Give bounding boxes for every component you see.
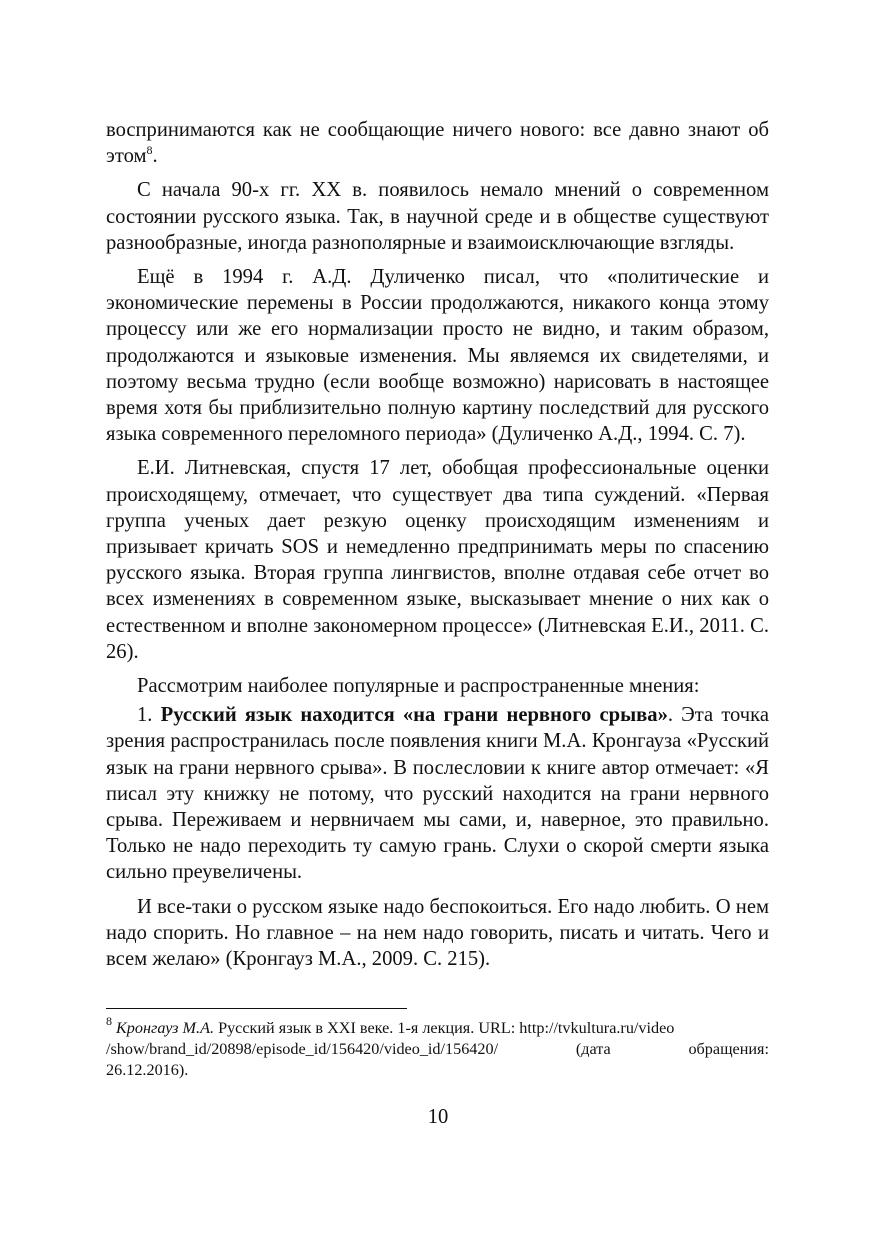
footnote-line: /show/brand_id/20898/episode_id/156420/video_id/156420/ (дата обращения:	[106, 1040, 769, 1058]
paragraph-text: воспринимаются как не сообщающие ничего нового: все давно знают об этом	[106, 119, 769, 168]
footnote-line: 26.12.2016).	[106, 1061, 189, 1079]
footnote-marker: 8	[106, 1014, 112, 1028]
footnote-reference[interactable]: 8	[146, 143, 153, 158]
paragraph: Ещё в 1994 г. А.Д. Дуличенко писал, что «политические и экономические перемены в России продолжаются, никакого конца этому процессу или же его нормализации просто не видно, и таким образом, продолжаются и языковые изменения. Мы являемся их свидетелями, и поэтому весьма трудно (если вообще возможно) нарисовать в настоящее время хотя бы приблизительно полную картину последствий для русского языка современного переломного периода» (Дуличенко А.Д., 1994. С. 7).	[106, 266, 769, 446]
footnote-line	[106, 1014, 769, 1039]
paragraph: Рассмотрим наиболее популярные и распространенные мнения:	[137, 675, 700, 698]
footnote-author: Кронгауз М.А.	[116, 1019, 215, 1037]
footnote	[106, 1014, 769, 1081]
footnote-text: Русский язык в XXI веке. 1-я лекция. URL: http://tvkultura.ru/video	[214, 1019, 675, 1037]
numbered-paragraph	[106, 702, 769, 885]
paragraph: И все-таки о русском языке надо беспокоиться. Его надо любить. О нем надо спорить. Но главное – на нем надо говорить, писать и читать. Чего и всем желаю» (Кронгауз М.А., 2009. С. 215).	[106, 895, 769, 971]
paragraph: Е.И. Литневская, спустя 17 лет, обобщая профессиональные оценки происходящему, отмечает, что существует два типа суждений. «Первая группа ученых дает резкую оценку происходящим изменениям и призывает кричать SOS и немедленно предпринимать меры по спасению русского языка. Вторая группа лингвистов, вполне отдавая себе отчет во всех изменениях в современном языке, высказывает мнение о них как о естественном и вполне закономерном процессе» (Литневская Е.И., 2011. С. 26).	[106, 457, 769, 663]
main-text	[106, 117, 769, 972]
paragraph-continuation	[106, 117, 769, 169]
paragraph: С начала 90-х гг. XX в. появилось немало мнений о современном состоянии русского языка. Так, в научной среде и в обществе существуют разнообразные, иногда разнополярные и взаимоисключающие взгляды.	[106, 179, 769, 254]
page-number: 10	[427, 1106, 449, 1128]
paragraph-end: .	[152, 145, 158, 168]
footnote-divider	[106, 1008, 407, 1009]
paragraph-text: . Эта точка зрения распространилась после появления книги М.А. Кронгауза «Русский язык на грани нервного срыва». В послесловии к книге автор отмечает: «Я писал эту книжку не потому, что русский находится на грани нервного срыва. Переживаем и нервничаем мы сами, и, наверное, это правильно. Только не надо переходить ту самую грань. Слухи о скорой смерти языка сильно преувеличены.	[106, 704, 769, 884]
bold-heading: Русский язык находится «на грани нервного срыва»	[160, 704, 668, 727]
list-number: 1.	[137, 704, 161, 727]
